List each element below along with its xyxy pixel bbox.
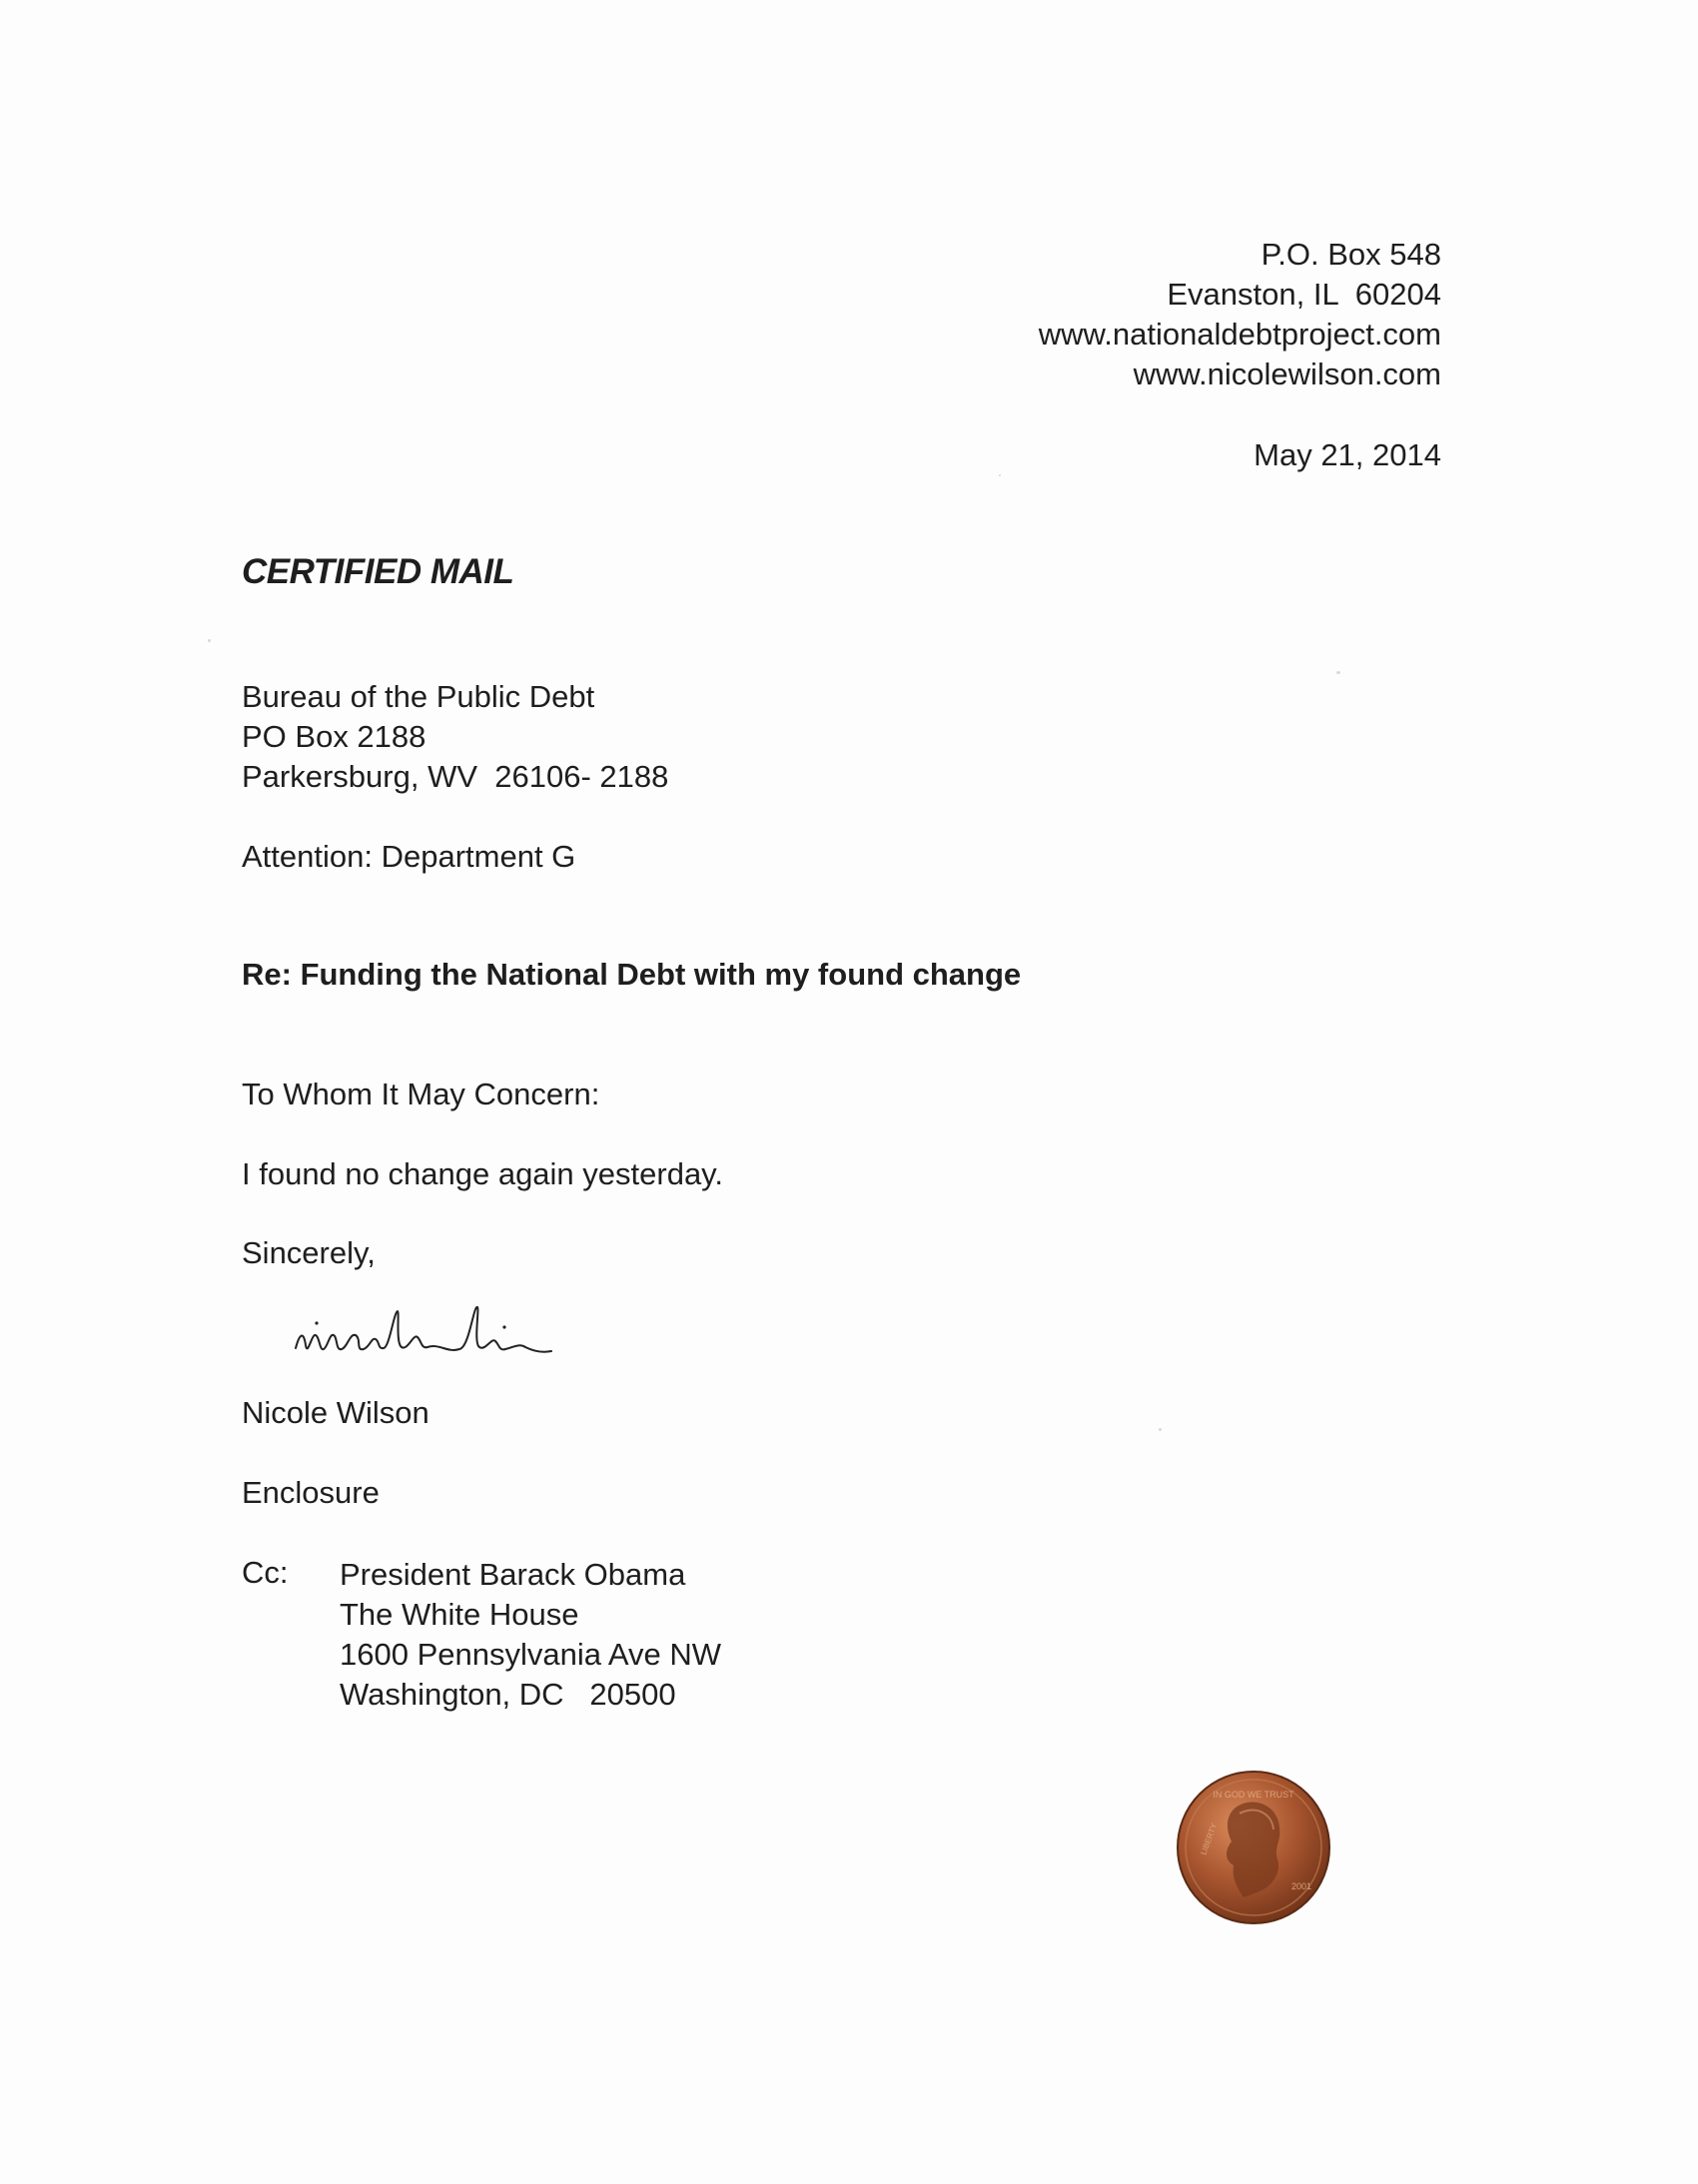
penny-coin-image <box>1174 1768 1333 1927</box>
scan-speck <box>1336 671 1340 674</box>
svg-text:IN GOD WE TRUST: IN GOD WE TRUST <box>1213 1790 1294 1800</box>
subject-line: Re: Funding the National Debt with my found change <box>242 957 1022 992</box>
enclosure-note: Enclosure <box>242 1475 380 1510</box>
sender-address-line: P.O. Box 548 <box>1261 237 1441 272</box>
scan-speck <box>1159 1428 1162 1431</box>
letter-body: I found no change again yesterday. <box>242 1156 723 1191</box>
cc-address-line: President Barack Obama <box>340 1557 686 1592</box>
certified-mail-heading: CERTIFIED MAIL <box>242 552 514 591</box>
recipient-address-line: PO Box 2188 <box>242 719 426 754</box>
sender-address-block <box>742 235 1441 394</box>
sender-website-line: www.nationaldebtproject.com <box>1038 317 1441 352</box>
svg-text:LIBERTY: LIBERTY <box>1199 1821 1220 1856</box>
recipient-address-block <box>242 677 668 797</box>
recipient-address-line: Parkersburg, WV 26106- 2188 <box>242 759 669 794</box>
salutation: To Whom It May Concern: <box>242 1077 600 1111</box>
signer-name: Nicole Wilson <box>242 1395 429 1430</box>
closing: Sincerely, <box>242 1235 376 1270</box>
cc-label: Cc: <box>242 1555 289 1590</box>
scan-speck <box>999 474 1001 476</box>
svg-text:2001: 2001 <box>1291 1881 1312 1891</box>
cc-address-line: 1600 Pennsylvania Ave NW <box>340 1637 721 1672</box>
sender-website-line: www.nicolewilson.com <box>1133 357 1441 391</box>
handwritten-signature <box>290 1293 589 1373</box>
cc-address-block <box>340 1555 721 1715</box>
cc-address-line: Washington, DC 20500 <box>340 1677 676 1712</box>
attention-line: Attention: Department G <box>242 839 576 874</box>
sender-address-line: Evanston, IL 60204 <box>1167 277 1441 312</box>
cc-address-line: The White House <box>340 1597 579 1632</box>
letter-date: May 21, 2014 <box>1254 437 1441 472</box>
scan-speck <box>208 639 211 642</box>
recipient-address-line: Bureau of the Public Debt <box>242 679 595 714</box>
